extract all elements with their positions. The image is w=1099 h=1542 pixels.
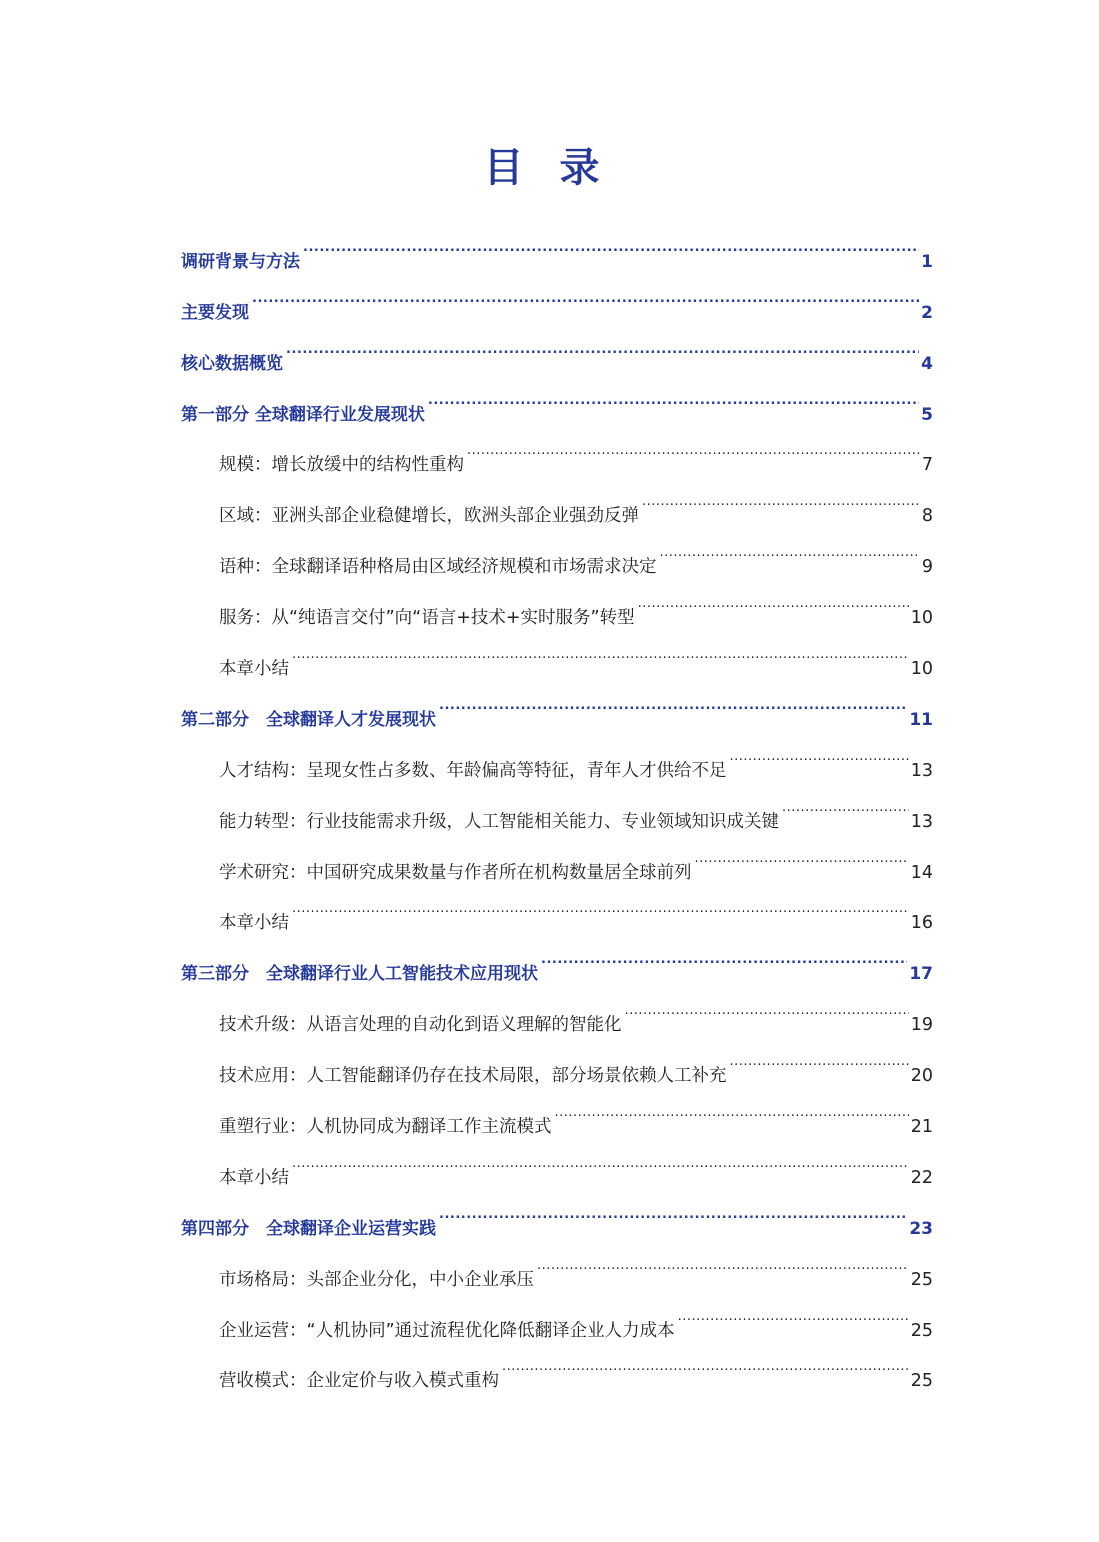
toc-page-number: 5 bbox=[921, 404, 933, 425]
toc-entry-title: 调研背景与方法 bbox=[181, 251, 300, 272]
toc-dot-leader bbox=[292, 623, 909, 674]
toc-page-number: 14 bbox=[910, 862, 933, 883]
toc-entry[interactable] bbox=[181, 267, 933, 323]
toc-page-number: 19 bbox=[910, 1015, 933, 1036]
toc-dot-leader bbox=[730, 725, 909, 776]
toc-entry-title: 企业运营：“人机协同”通过流程优化降低翻译企业人力成本 bbox=[219, 1320, 675, 1341]
toc-page-number: 7 bbox=[921, 455, 933, 476]
toc-entry-title: 技术升级：从语言处理的自动化到语义理解的智能化 bbox=[219, 1015, 622, 1036]
toc-page-number: 11 bbox=[909, 709, 933, 730]
table-of-contents bbox=[181, 216, 933, 1392]
toc-entry-title: 技术应用：人工智能翻译仍存在技术局限，部分场景依赖人工补充 bbox=[219, 1066, 727, 1087]
toc-page-number: 10 bbox=[910, 608, 933, 629]
toc-dot-leader bbox=[782, 776, 909, 827]
toc-page-number: 1 bbox=[921, 251, 933, 272]
page-title: 目录 bbox=[483, 145, 636, 191]
toc-page-number: 9 bbox=[921, 557, 933, 578]
toc-dot-leader bbox=[678, 1285, 909, 1336]
toc-page-number: 25 bbox=[910, 1371, 933, 1392]
toc-dot-leader bbox=[292, 1132, 909, 1183]
toc-entry[interactable] bbox=[181, 216, 933, 272]
toc-page-number: 13 bbox=[910, 811, 933, 832]
toc-entry-title: 本章小结 bbox=[219, 1167, 289, 1188]
toc-dot-leader bbox=[625, 979, 909, 1030]
toc-page-number: 8 bbox=[921, 506, 933, 527]
toc-dot-leader bbox=[502, 1336, 909, 1387]
toc-page-number: 23 bbox=[909, 1218, 933, 1239]
toc-entry[interactable] bbox=[181, 1183, 933, 1239]
toc-dot-leader bbox=[292, 878, 909, 929]
toc-entry[interactable] bbox=[181, 369, 933, 425]
toc-dot-leader bbox=[537, 1234, 909, 1285]
toc-dot-leader bbox=[642, 470, 920, 521]
toc-page-number: 13 bbox=[910, 760, 933, 781]
toc-page-number: 25 bbox=[910, 1269, 933, 1290]
toc-dot-leader bbox=[660, 521, 920, 572]
toc-entry-title: 服务：从“纯语言交付”向“语言+技术+实时服务”转型 bbox=[219, 608, 635, 629]
toc-dot-leader bbox=[439, 674, 907, 725]
toc-entry-title: 区域：亚洲头部企业稳健增长，欧洲头部企业强劲反弹 bbox=[219, 506, 639, 527]
toc-page-number: 2 bbox=[921, 302, 933, 323]
toc-page-number: 21 bbox=[910, 1117, 933, 1138]
toc-entry-title: 主要发现 bbox=[181, 302, 249, 323]
toc-page-number: 20 bbox=[910, 1066, 933, 1087]
toc-page-number: 22 bbox=[910, 1167, 933, 1188]
toc-dot-leader bbox=[439, 1183, 907, 1234]
toc-entry-title: 规模：增长放缓中的结构性重构 bbox=[219, 455, 464, 476]
toc-entry[interactable] bbox=[181, 878, 933, 934]
toc-entry[interactable] bbox=[181, 1132, 933, 1188]
toc-entry-title: 学术研究：中国研究成果数量与作者所在机构数量居全球前列 bbox=[219, 862, 692, 883]
toc-dot-leader bbox=[428, 369, 919, 420]
toc-entry-title: 核心数据概览 bbox=[181, 353, 283, 374]
toc-dot-leader bbox=[638, 572, 909, 623]
toc-page-number: 25 bbox=[910, 1320, 933, 1341]
toc-entry-title: 第四部分 全球翻译企业运营实践 bbox=[181, 1218, 436, 1239]
toc-entry-title: 本章小结 bbox=[219, 659, 289, 680]
toc-page-number: 10 bbox=[910, 659, 933, 680]
toc-dot-leader bbox=[695, 827, 909, 878]
toc-dot-leader bbox=[555, 1081, 909, 1132]
toc-page-number: 4 bbox=[921, 353, 933, 374]
toc-dot-leader bbox=[467, 420, 920, 471]
toc-entry[interactable] bbox=[181, 623, 933, 680]
toc-dot-leader bbox=[541, 928, 907, 979]
toc-page-number: 16 bbox=[910, 913, 933, 934]
toc-dot-leader bbox=[252, 267, 919, 318]
toc-entry[interactable] bbox=[181, 318, 933, 374]
toc-dot-leader bbox=[303, 216, 919, 267]
toc-entry-title: 第二部分 全球翻译人才发展现状 bbox=[181, 709, 436, 730]
toc-dot-leader bbox=[286, 318, 919, 369]
toc-entry[interactable] bbox=[181, 674, 933, 730]
toc-entry-title: 营收模式：企业定价与收入模式重构 bbox=[219, 1371, 499, 1392]
toc-entry-title: 人才结构：呈现女性占多数、年龄偏高等特征，青年人才供给不足 bbox=[219, 760, 727, 781]
toc-dot-leader bbox=[730, 1030, 909, 1081]
toc-entry[interactable] bbox=[181, 928, 933, 985]
toc-entry-title: 市场格局：头部企业分化，中小企业承压 bbox=[219, 1269, 534, 1290]
toc-entry-title: 重塑行业：人机协同成为翻译工作主流模式 bbox=[219, 1117, 552, 1138]
toc-entry-title: 第一部分 全球翻译行业发展现状 bbox=[181, 404, 425, 425]
toc-entry-title: 本章小结 bbox=[219, 913, 289, 934]
toc-page-number: 17 bbox=[909, 964, 933, 985]
toc-entry-title: 语种：全球翻译语种格局由区域经济规模和市场需求决定 bbox=[219, 557, 657, 578]
toc-entry-title: 能力转型：行业技能需求升级，人工智能相关能力、专业领域知识成关键 bbox=[219, 811, 779, 832]
toc-entry-title: 第三部分 全球翻译行业人工智能技术应用现状 bbox=[181, 964, 538, 985]
